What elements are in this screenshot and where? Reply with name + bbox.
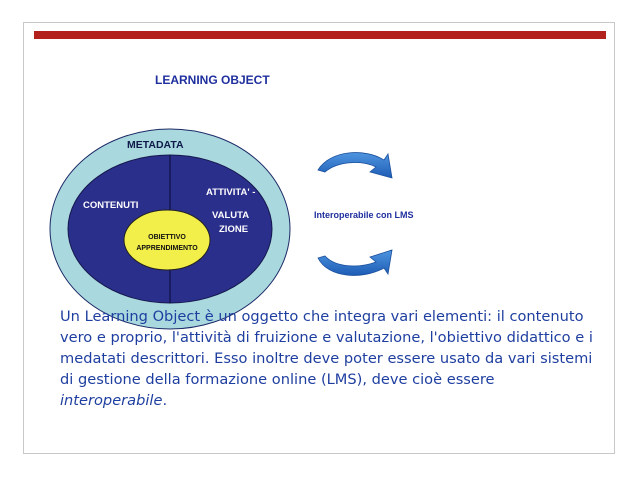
contenuti-label: CONTENUTI [83,200,139,211]
caption-emphasis: interoperabile [60,392,163,409]
attivita-label: ATTIVITA' - [206,187,256,198]
description-paragraph [60,306,605,411]
zione-label: ZIONE [219,224,249,235]
interop-label: Interoperabile con LMS [314,210,414,220]
arrow-cycle-bottom-icon [318,250,392,275]
caption-end: . [162,392,168,409]
arrow-cycle-top-icon [318,153,392,178]
apprendimento-label: APPRENDIMENTO [136,245,198,252]
valuta-label: VALUTA [212,210,250,221]
metadata-label: METADATA [127,139,184,151]
diagram-title: LEARNING OBJECT [155,73,270,87]
obiettivo-label: OBIETTIVO [148,234,186,241]
caption-main-text: Un Learning Object è un oggetto che integra vari elementi: il contenuto vero e proprio, l'attività di fruizione e valutazione, l'obiettivo didattico e i medatati descrittori. Esso inoltre deve poter essere usato da vari sistemi di gestione della formazione online (LMS), deve cioè essere [60,308,593,388]
